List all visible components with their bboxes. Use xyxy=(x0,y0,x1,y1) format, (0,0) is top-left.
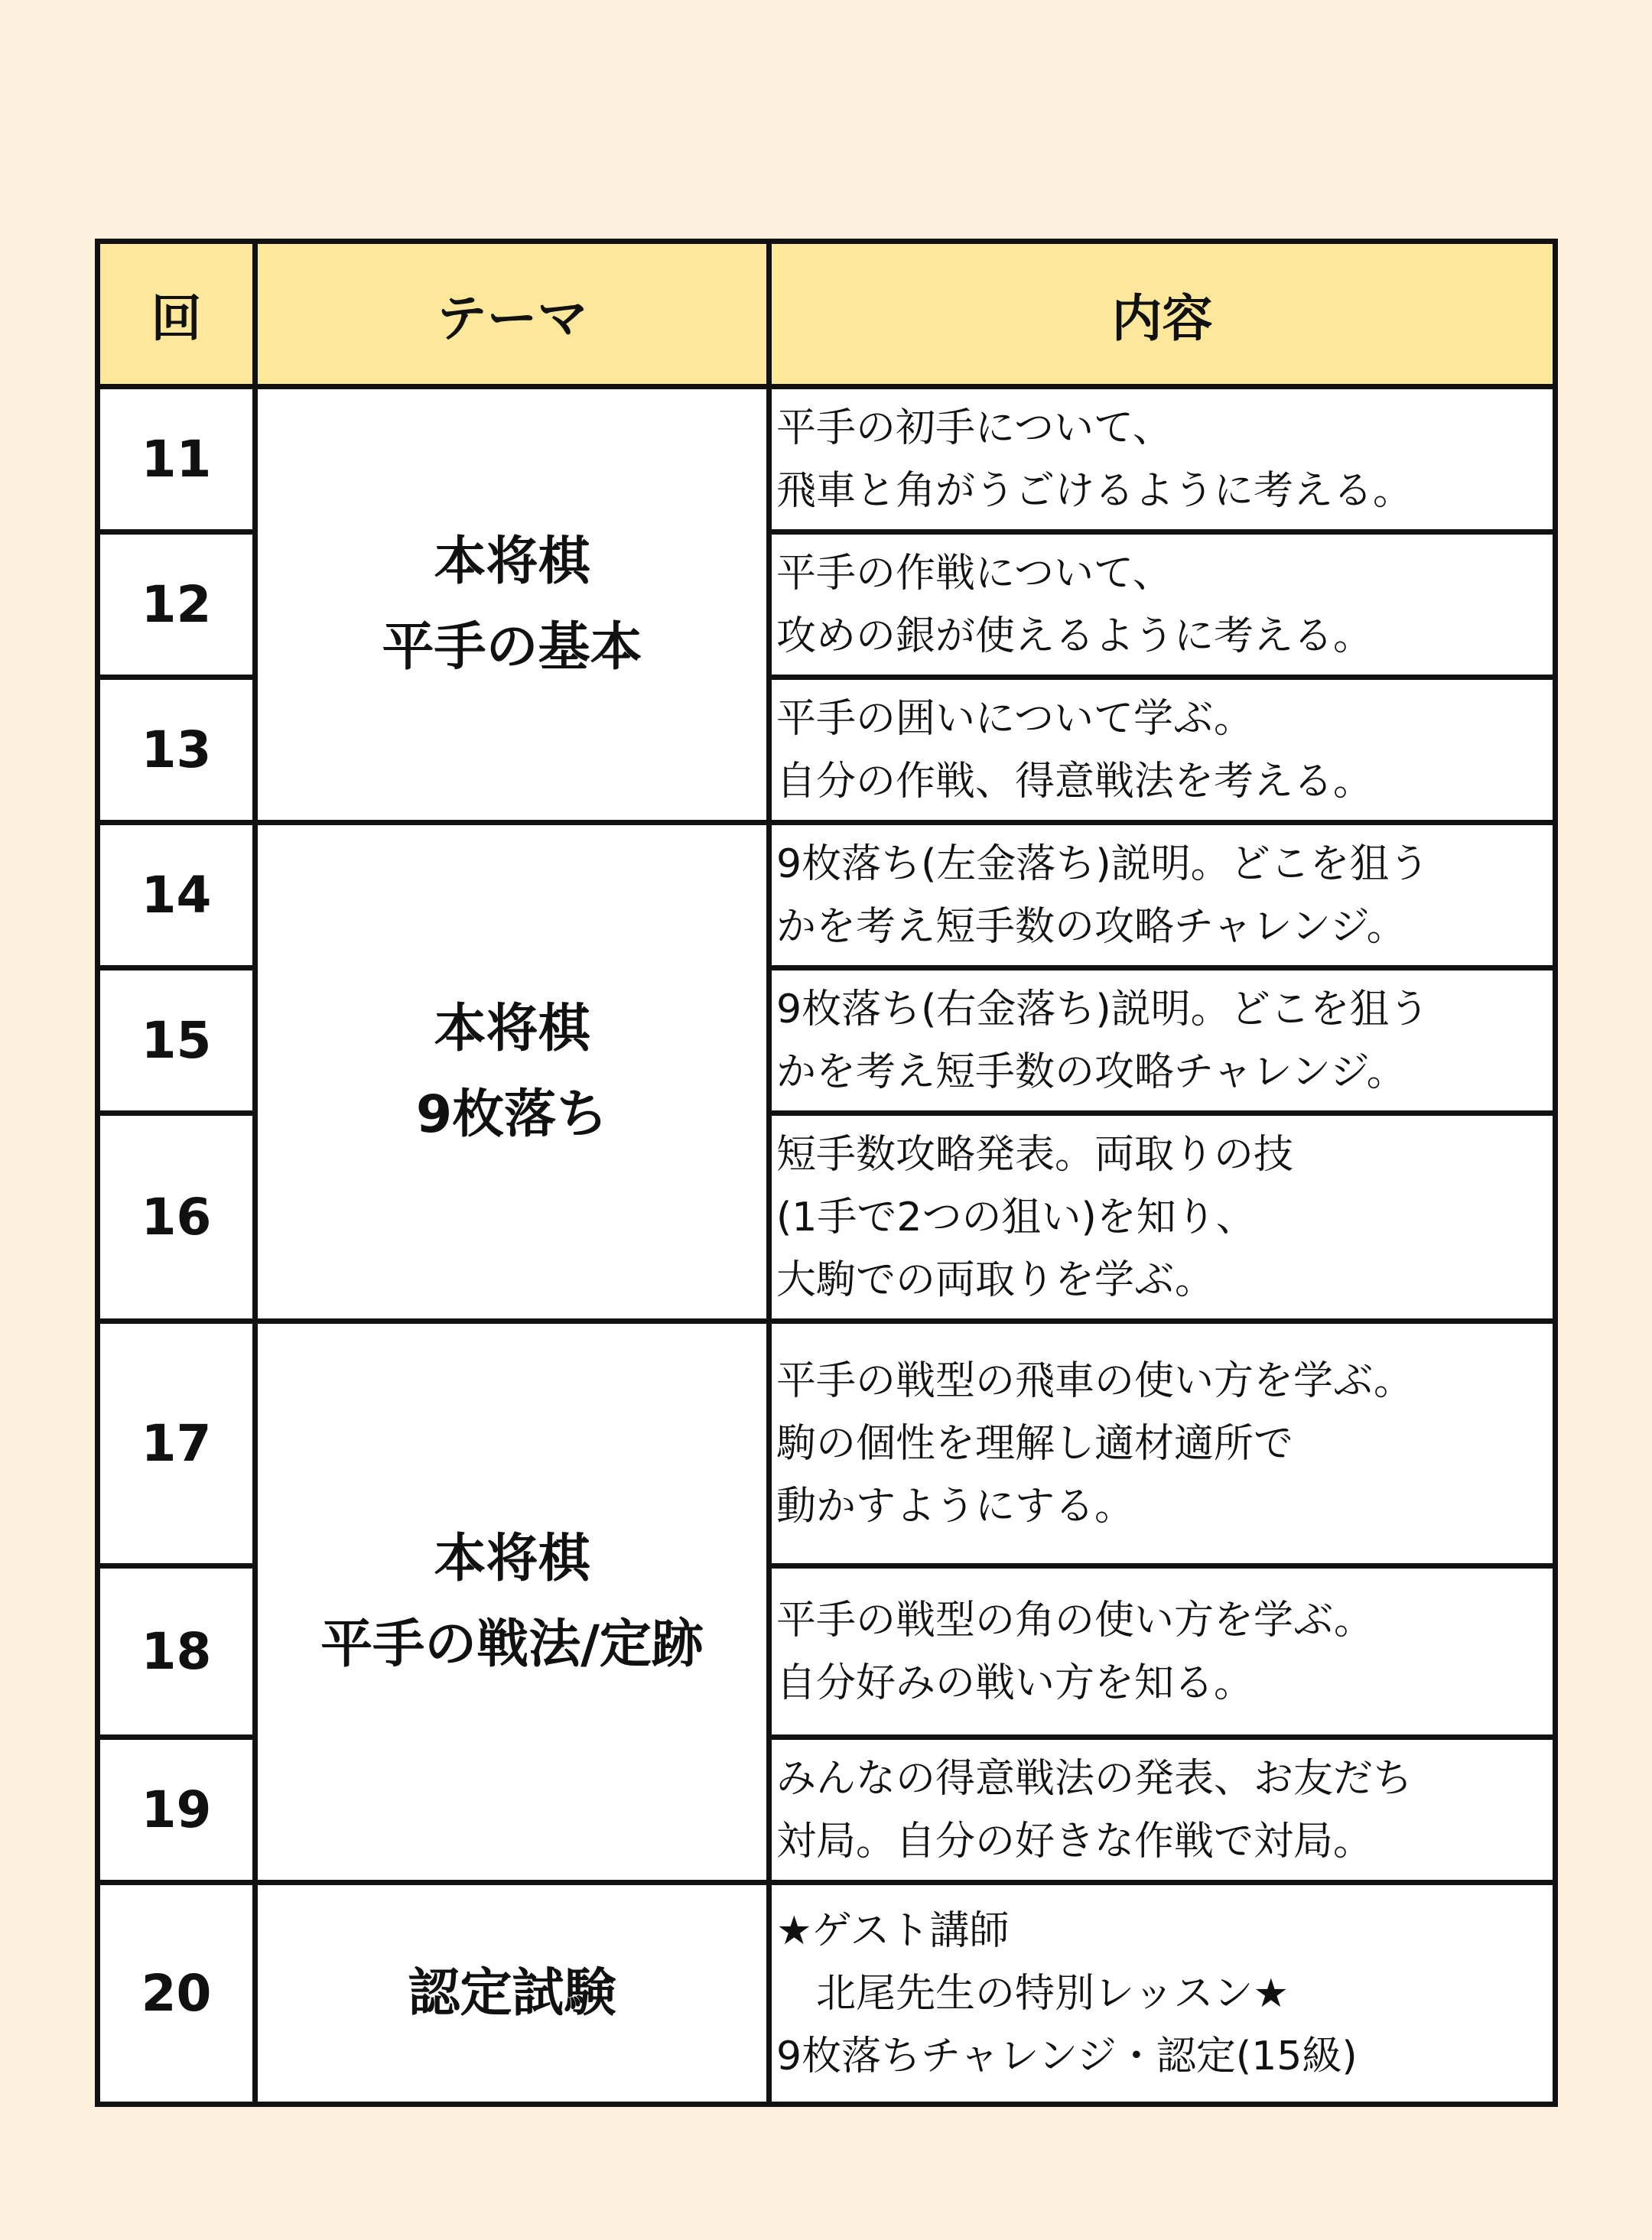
content-cell xyxy=(769,1113,1556,1322)
theme-line: 平手の戦法/定跡 xyxy=(320,1614,704,1675)
table-header-row xyxy=(98,242,1556,387)
session-number: 17 xyxy=(98,1322,255,1566)
content-line: 北尾先生の特別レッスン★ xyxy=(776,1970,1289,2017)
table-row xyxy=(98,1883,1556,2105)
content-line: 短手数攻略発表。両取りの技 xyxy=(776,1131,1294,1178)
theme-cell xyxy=(255,1883,769,2105)
session-number: 15 xyxy=(98,968,255,1113)
header-content: 内容 xyxy=(769,242,1556,387)
content-line: 自分の作戦、得意戦法を考える。 xyxy=(776,758,1374,805)
content-cell xyxy=(769,1883,1556,2105)
table-row xyxy=(98,387,1556,532)
content-line: (1手で2つの狙い)を知り、 xyxy=(776,1194,1256,1240)
theme-cell xyxy=(255,823,769,1322)
content-line: 攻めの銀が使えるように考える。 xyxy=(776,613,1374,659)
header-theme: テーマ xyxy=(255,242,769,387)
session-number: 13 xyxy=(98,678,255,823)
theme-cell xyxy=(255,1322,769,1883)
content-line: 飛車と角がうごけるように考える。 xyxy=(776,467,1413,514)
content-line: 平手の戦型の飛車の使い方を学ぶ。 xyxy=(776,1357,1414,1404)
content-line: 自分好みの戦い方を知る。 xyxy=(776,1660,1254,1706)
content-cell xyxy=(769,387,1556,532)
theme-line: 本将棋 xyxy=(434,998,590,1059)
content-line: 大駒での両取りを学ぶ。 xyxy=(776,1257,1215,1303)
theme-cell xyxy=(255,387,769,823)
content-cell xyxy=(769,968,1556,1113)
content-cell xyxy=(769,1566,1556,1738)
session-number: 20 xyxy=(98,1883,255,2105)
content-line: 駒の個性を理解し適材適所で xyxy=(776,1420,1294,1467)
session-number: 14 xyxy=(98,823,255,968)
table-row xyxy=(98,823,1556,968)
theme-line: 認定試験 xyxy=(408,1962,616,2024)
content-line: 9枚落ち(左金落ち)説明。どこを狙う xyxy=(776,840,1429,887)
theme-line: 平手の基本 xyxy=(382,616,642,678)
header-number: 回 xyxy=(98,242,255,387)
content-line: かを考え短手数の攻略チャレンジ。 xyxy=(776,903,1406,950)
content-line: 平手の戦型の角の使い方を学ぶ。 xyxy=(776,1597,1374,1643)
content-cell xyxy=(769,823,1556,968)
theme-line: 本将棋 xyxy=(434,1528,590,1589)
content-line: ★ゲスト講師 xyxy=(776,1907,1010,1954)
session-number: 18 xyxy=(98,1566,255,1738)
content-line: 平手の初手について、 xyxy=(776,405,1172,451)
content-line: 9枚落ち(右金落ち)説明。どこを狙う xyxy=(776,986,1429,1032)
content-line: 平手の作戦について、 xyxy=(776,550,1172,597)
curriculum-table xyxy=(95,239,1558,2107)
theme-line: 9枚落ち xyxy=(415,1084,609,1145)
content-cell xyxy=(769,1738,1556,1883)
session-number: 11 xyxy=(98,387,255,532)
session-number: 19 xyxy=(98,1738,255,1883)
content-line: かを考え短手数の攻略チャレンジ。 xyxy=(776,1048,1406,1095)
table-row xyxy=(98,1322,1556,1566)
session-number: 12 xyxy=(98,532,255,678)
theme-line: 本将棋 xyxy=(434,531,590,592)
content-line: 動かすようにする。 xyxy=(776,1483,1135,1530)
session-number: 16 xyxy=(98,1113,255,1322)
content-line: 9枚落ちチャレンジ・認定(15級) xyxy=(776,2033,1358,2079)
content-line: みんなの得意戦法の発表、お友だち xyxy=(776,1755,1413,1802)
content-line: 平手の囲いについて学ぶ。 xyxy=(776,695,1254,742)
content-cell xyxy=(769,1322,1556,1566)
content-line: 対局。自分の好きな作戦で対局。 xyxy=(776,1818,1374,1864)
content-cell xyxy=(769,532,1556,678)
content-cell xyxy=(769,678,1556,823)
